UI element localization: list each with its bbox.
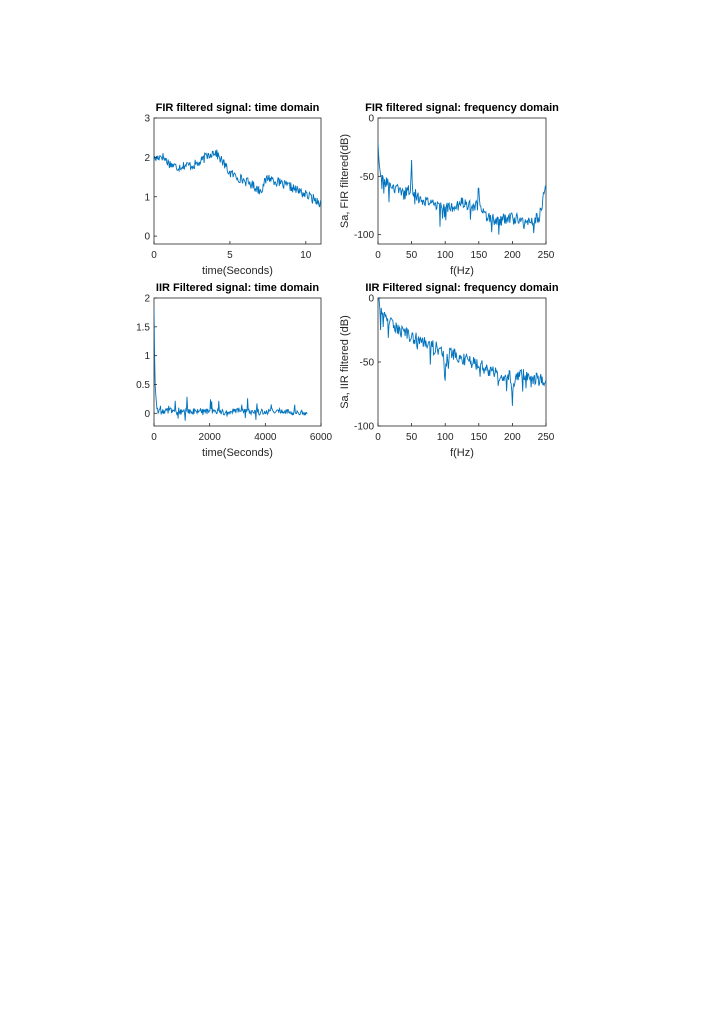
x-tick-label: 200 [504, 432, 521, 443]
x-tick-label: 50 [406, 250, 418, 261]
iir-frequency-domain-plot [339, 282, 559, 459]
y-tick-label: 3 [144, 113, 150, 125]
chart-title: FIR filtered signal: time domain [155, 102, 320, 114]
x-axis-label: time(Seconds) [202, 265, 273, 277]
y-tick-label: 1 [144, 351, 150, 363]
x-tick-label: 150 [470, 432, 488, 443]
x-tick-label: 50 [406, 432, 418, 443]
x-tick-label: 10 [300, 250, 312, 261]
x-tick-label: 5 [227, 250, 233, 261]
x-tick-label: 0 [151, 250, 157, 261]
x-axis-label: f(Hz) [450, 447, 474, 459]
y-tick-label: -100 [353, 230, 374, 242]
y-tick-label: 0 [368, 293, 374, 305]
y-tick-label: 0.5 [136, 379, 150, 391]
iir-time-domain-plot [136, 282, 332, 459]
x-tick-label: 200 [504, 250, 521, 261]
x-tick-label: 0 [375, 250, 381, 261]
x-tick-label: 250 [537, 250, 555, 261]
axes-box [378, 118, 546, 244]
y-tick-label: 0 [368, 113, 374, 125]
y-tick-label: -50 [359, 171, 374, 183]
x-axis-label: f(Hz) [450, 265, 474, 277]
fir-frequency-domain-plot [339, 102, 559, 277]
axes-box [154, 118, 321, 244]
fir-time-domain-plot [144, 102, 321, 277]
y-tick-label: -100 [353, 421, 374, 433]
x-tick-label: 4000 [254, 432, 277, 443]
x-tick-label: 150 [470, 250, 488, 261]
x-tick-label: 0 [151, 432, 157, 443]
y-tick-label: -50 [359, 357, 374, 369]
y-tick-label: 1 [144, 192, 150, 204]
chart-title: IIR Filtered signal: frequency domain [365, 282, 559, 294]
x-tick-label: 2000 [198, 432, 221, 443]
y-tick-label: 2 [144, 293, 150, 305]
x-tick-label: 100 [436, 432, 454, 443]
y-tick-label: 2 [144, 152, 150, 164]
x-tick-label: 0 [375, 432, 381, 443]
y-axis-label: Sa, FIR filtered(dB) [339, 133, 351, 229]
y-tick-label: 0 [144, 231, 150, 243]
axes-box [154, 298, 321, 426]
y-axis-label: Sa, IIR filtered (dB) [339, 315, 351, 409]
chart-title: IIR Filtered signal: time domain [155, 282, 320, 294]
x-tick-label: 250 [537, 432, 555, 443]
y-tick-label: 0 [144, 408, 150, 420]
x-tick-label: 100 [436, 250, 454, 261]
chart-title: FIR filtered signal: frequency domain [365, 102, 559, 114]
x-tick-label: 6000 [309, 432, 333, 443]
y-tick-label: 1.5 [136, 322, 150, 334]
x-axis-label: time(Seconds) [202, 447, 273, 459]
